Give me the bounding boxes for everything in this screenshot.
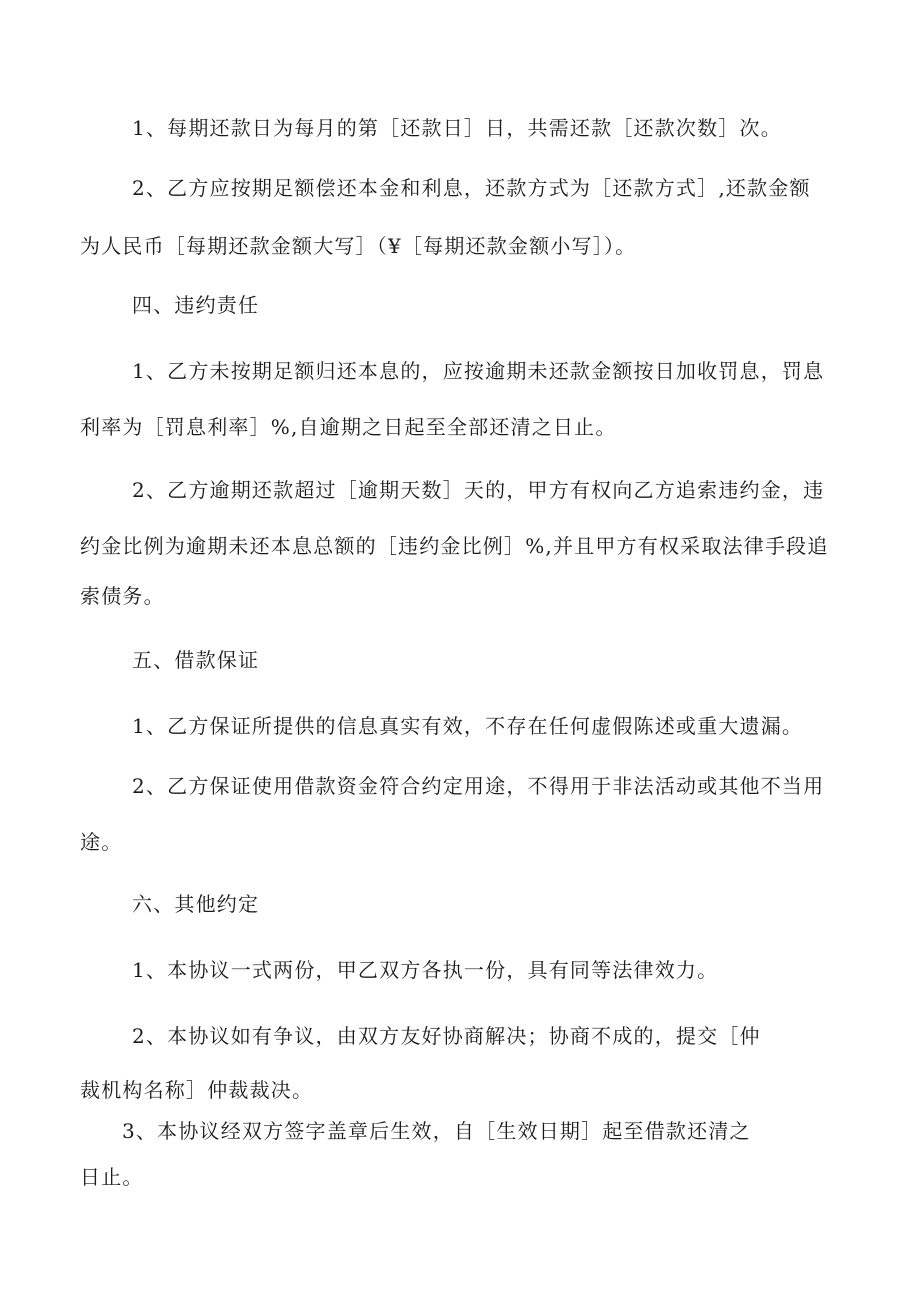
liquidated-damages-clause-line-3: 索债务。 bbox=[80, 584, 165, 608]
penalty-interest-clause-line-1: 1、乙方未按期足额归还本息的，应按逾期未还款金额按日加收罚息，罚息 bbox=[132, 359, 825, 383]
liquidated-damages-clause-line-2: 约金比例为逾期未还本息总额的［违约金比例］%,并且甲方有权采取法律手段追 bbox=[80, 534, 829, 558]
effective-date-clause-line-2: 日止。 bbox=[80, 1165, 144, 1189]
fund-use-clause-line-2: 途。 bbox=[80, 830, 123, 854]
section-heading-loan-guarantee: 五、借款保证 bbox=[132, 648, 260, 672]
section-heading-breach-liability: 四、违约责任 bbox=[132, 293, 260, 317]
liquidated-damages-clause-line-1: 2、乙方逾期还款超过［逾期天数］天的，甲方有权向乙方追索违约金，违 bbox=[132, 478, 825, 502]
repayment-day-clause: 1、每期还款日为每月的第［还款日］日，共需还款［还款次数］次。 bbox=[132, 116, 782, 140]
fund-use-clause-line-1: 2、乙方保证使用借款资金符合约定用途，不得用于非法活动或其他不当用 bbox=[132, 774, 825, 798]
penalty-interest-clause-line-2: 利率为［罚息利率］%,自逾期之日起至全部还清之日止。 bbox=[80, 415, 617, 439]
copies-clause: 1、本协议一式两份，甲乙双方各执一份，具有同等法律效力。 bbox=[132, 958, 719, 982]
section-heading-other-agreements: 六、其他约定 bbox=[132, 892, 260, 916]
effective-date-clause-line-1: 3、本协议经双方签字盖章后生效，自［生效日期］起至借款还清之 bbox=[122, 1119, 751, 1143]
repayment-method-clause-line-1: 2、乙方应按期足额偿还本金和利息，还款方式为［还款方式］,还款金额 bbox=[132, 176, 811, 200]
dispute-clause-line-2: 裁机构名称］仲裁裁决。 bbox=[80, 1078, 314, 1102]
dispute-clause-line-1: 2、本协议如有争议，由双方友好协商解决；协商不成的，提交［仲 bbox=[132, 1024, 761, 1048]
information-guarantee-clause: 1、乙方保证所提供的信息真实有效，不存在任何虚假陈述或重大遗漏。 bbox=[132, 714, 804, 738]
repayment-method-clause-line-2: 为人民币［每期还款金额大写］（¥［每期还款金额小写］）。 bbox=[80, 234, 637, 258]
